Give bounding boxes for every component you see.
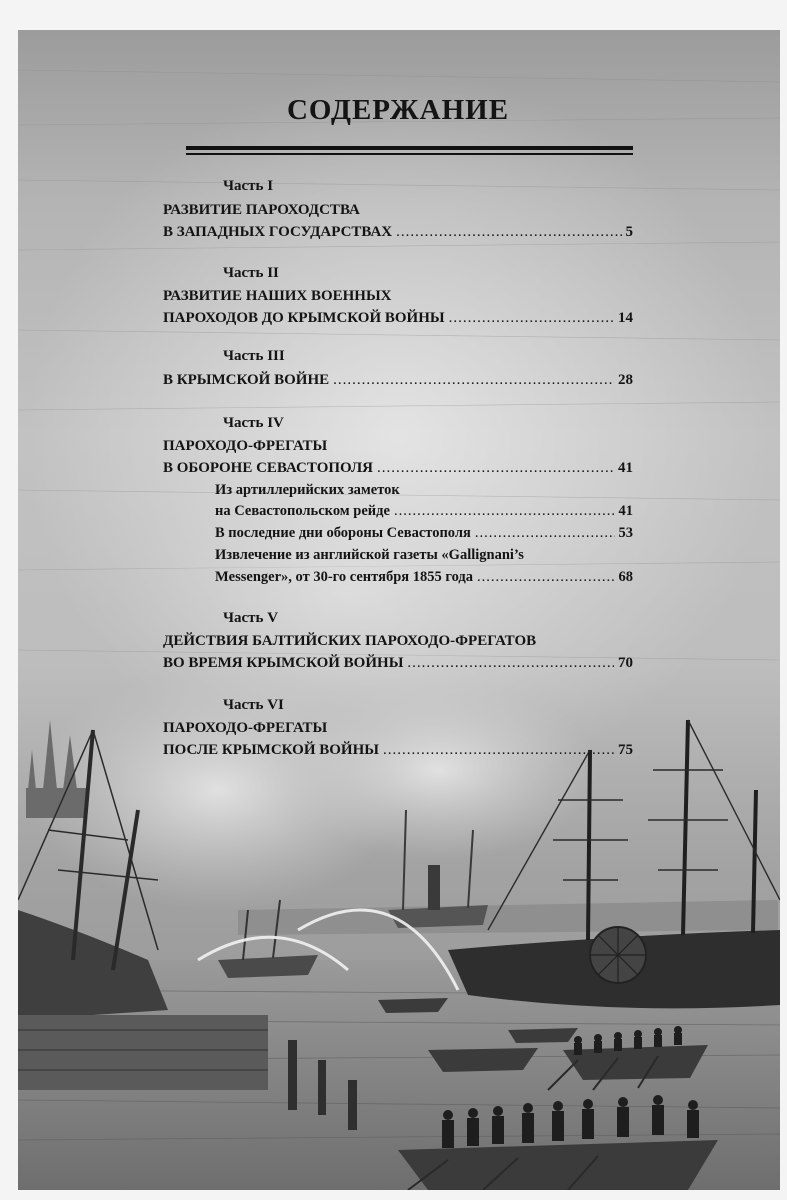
page-number: 41	[618, 460, 633, 476]
toc-entry-line: РАЗВИТИЕ ПАРОХОДСТВА	[163, 202, 360, 218]
page-number: 68	[618, 569, 633, 585]
page-number: 53	[618, 525, 633, 541]
toc-entry: В ОБОРОНЕ СЕВАСТОПОЛЯ ..... 41	[163, 460, 633, 480]
toc-entry: В КРЫМСКОЙ ВОЙНЕ ..... 28	[163, 372, 633, 392]
page-title: СОДЕРЖАНИЕ	[286, 94, 510, 126]
toc-subentry: на Севастопольском рейде ..... 41	[215, 503, 633, 523]
part-label: Часть III	[223, 348, 285, 364]
page-number: 75	[618, 742, 633, 758]
leader-dots	[475, 525, 615, 542]
leader-dots	[394, 503, 615, 520]
page-number: 5	[625, 224, 633, 240]
leader-dots	[449, 310, 614, 327]
toc-subentry-line: Из артиллерийских заметок	[215, 482, 400, 498]
toc-entry: ПАРОХОДОВ ДО КРЫМСКОЙ ВОЙНЫ ..... 14	[163, 310, 633, 330]
book-page	[18, 30, 780, 1190]
toc-entry: ВО ВРЕМЯ КРЫМСКОЙ ВОЙНЫ ..... 70	[163, 655, 633, 675]
page-number: 14	[618, 310, 633, 326]
leader-dots	[377, 460, 614, 477]
page-number: 41	[618, 503, 633, 519]
toc-subentry: В последние дни обороны Севастополя ..... 53	[215, 525, 633, 545]
toc-entry-line: ПАРОХОДО-ФРЕГАТЫ	[163, 720, 328, 736]
leader-dots	[477, 569, 615, 586]
toc-entry: ПОСЛЕ КРЫМСКОЙ ВОЙНЫ ..... 75	[163, 742, 633, 762]
toc-entry-line: ДЕЙСТВИЯ БАЛТИЙСКИХ ПАРОХОДО-ФРЕГАТОВ	[163, 633, 537, 649]
toc-subentry: Messenger», от 30-го сентября 1855 года ..... 68	[215, 569, 633, 589]
page-number: 70	[618, 655, 633, 671]
toc-entry-line: ПАРОХОДО-ФРЕГАТЫ	[163, 438, 328, 454]
part-label: Часть IV	[223, 415, 284, 431]
leader-dots	[396, 224, 621, 241]
part-label: Часть II	[223, 265, 279, 281]
toc-entry: В ЗАПАДНЫХ ГОСУДАРСТВАХ ..... 5	[163, 224, 633, 244]
title-rule-thin	[186, 153, 633, 155]
toc-entry-line: РАЗВИТИЕ НАШИХ ВОЕННЫХ	[163, 288, 392, 304]
leader-dots	[383, 742, 614, 759]
part-label: Часть V	[223, 610, 279, 626]
page-number: 28	[618, 372, 633, 388]
toc-subentry-line: Извлечение из английской газеты «Gallignani’s	[215, 547, 524, 563]
part-label: Часть VI	[223, 697, 284, 713]
leader-dots	[407, 655, 614, 672]
leader-dots	[333, 372, 614, 389]
part-label: Часть I	[223, 178, 274, 194]
title-rule-thick	[186, 146, 633, 150]
